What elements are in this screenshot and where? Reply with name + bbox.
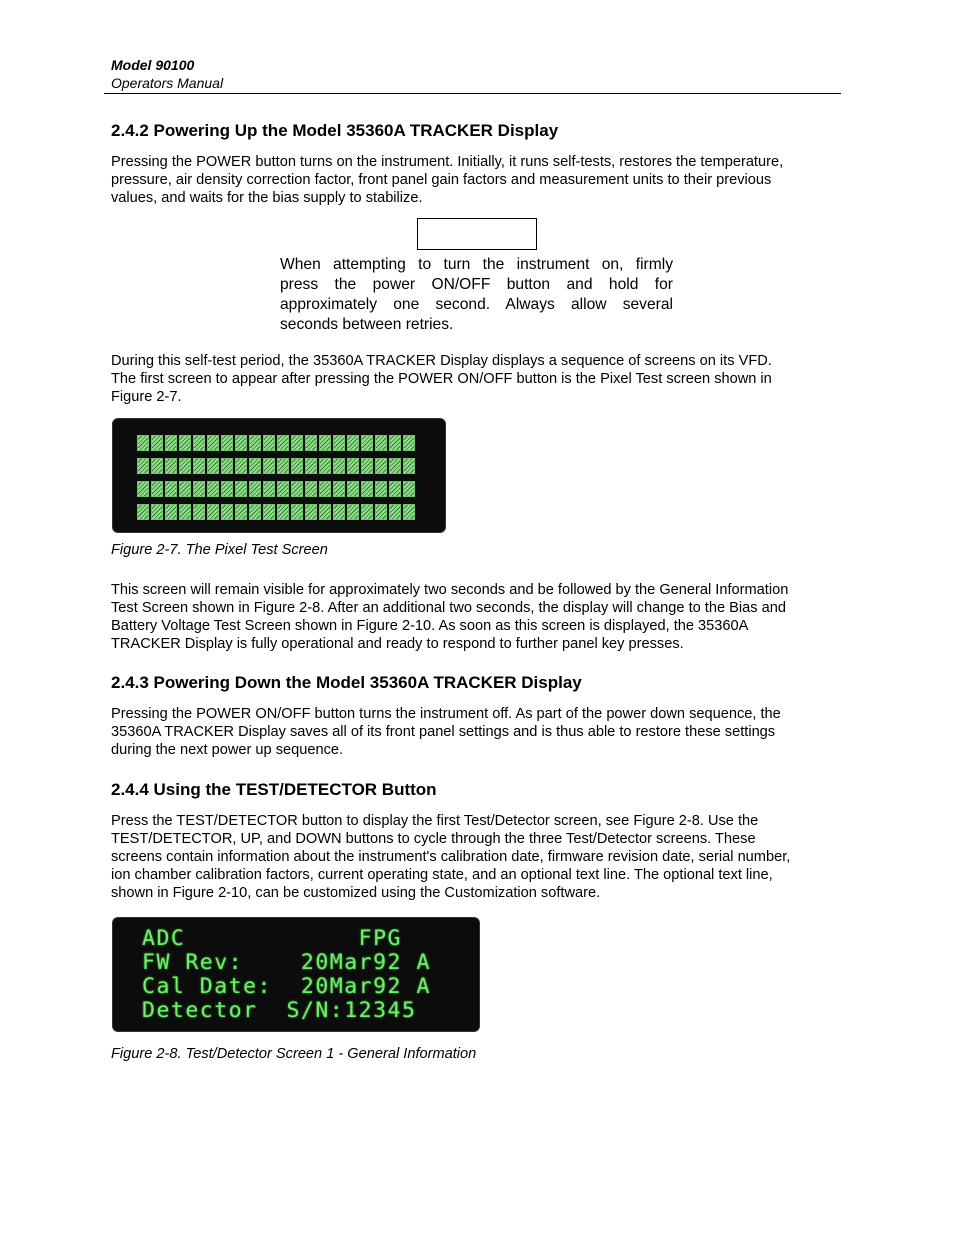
- pixel-cell: [277, 458, 289, 474]
- pixel-test-grid: [137, 435, 417, 527]
- paragraph-line: during the next power up sequence.: [111, 742, 344, 758]
- paragraph-line: This screen will remain visible for approximately two seconds and be followed by the General Information: [111, 582, 789, 598]
- pixel-cell: [207, 435, 219, 451]
- note-line: seconds between retries.: [280, 316, 454, 333]
- section-heading-242: 2.4.2 Powering Up the Model 35360A TRACKER Display: [111, 121, 559, 140]
- section-242-paragraph-1: [111, 153, 846, 207]
- pixel-cell: [263, 435, 275, 451]
- pixel-cell: [179, 435, 191, 451]
- paragraph-line: Pressing the POWER button turns on the instrument. Initially, it runs self-tests, restores the temperature,: [111, 154, 784, 170]
- pixel-cell: [375, 504, 387, 520]
- note-line: When attempting to turn the instrument on, firmly: [280, 256, 673, 273]
- pixel-cell: [193, 435, 205, 451]
- pixel-cell: [207, 481, 219, 497]
- vfd-text: [142, 927, 431, 1023]
- paragraph-line: 35360A TRACKER Display saves all of its front panel settings and is thus able to restore these settings: [111, 724, 776, 740]
- pixel-cell: [277, 435, 289, 451]
- header-model: Model 90100: [111, 57, 195, 73]
- pixel-cell: [207, 504, 219, 520]
- figure-2-8-caption: Figure 2-8. Test/Detector Screen 1 - General Information: [111, 1046, 477, 1062]
- pixel-cell: [291, 458, 303, 474]
- vfd-line: Detector S/N:12345: [142, 998, 417, 1023]
- pixel-cell: [319, 504, 331, 520]
- vfd-line: Cal Date: 20Mar92 A: [142, 974, 431, 999]
- pixel-cell: [235, 481, 247, 497]
- pixel-cell: [361, 481, 373, 497]
- paragraph-line: pressure, air density correction factor, front panel gain factors and measurement units to their previous: [111, 172, 772, 188]
- pixel-cell: [347, 481, 359, 497]
- pixel-cell: [291, 504, 303, 520]
- pixel-cell: [137, 481, 149, 497]
- pixel-cell: [137, 458, 149, 474]
- pixel-cell: [179, 504, 191, 520]
- pixel-cell: [403, 481, 415, 497]
- pixel-row: [137, 504, 417, 520]
- pixel-cell: [291, 435, 303, 451]
- paragraph-line: TRACKER Display is fully operational and ready to respond to further panel key presses.: [111, 636, 684, 652]
- paragraph-line: shown in Figure 2-10, can be customized using the Customization software.: [111, 885, 601, 901]
- pixel-cell: [235, 504, 247, 520]
- pixel-cell: [319, 458, 331, 474]
- pixel-cell: [375, 435, 387, 451]
- pixel-cell: [193, 504, 205, 520]
- section-242-paragraph-2: [111, 352, 846, 406]
- figure-2-7-caption: Figure 2-7. The Pixel Test Screen: [111, 542, 328, 558]
- pixel-cell: [207, 458, 219, 474]
- pixel-cell: [277, 504, 289, 520]
- pixel-cell: [277, 481, 289, 497]
- pixel-cell: [221, 504, 233, 520]
- pixel-cell: [249, 435, 261, 451]
- section-244-paragraph: [111, 812, 846, 902]
- header-rule: [104, 93, 841, 94]
- pixel-cell: [333, 458, 345, 474]
- pixel-cell: [389, 481, 401, 497]
- pixel-cell: [403, 435, 415, 451]
- pixel-cell: [389, 504, 401, 520]
- pixel-cell: [179, 458, 191, 474]
- pixel-row: [137, 481, 417, 497]
- pixel-cell: [221, 481, 233, 497]
- pixel-cell: [291, 481, 303, 497]
- section-243-paragraph: [111, 705, 846, 759]
- section-heading-243: 2.4.3 Powering Down the Model 35360A TRACKER Display: [111, 673, 582, 692]
- pixel-cell: [361, 458, 373, 474]
- pixel-cell: [389, 435, 401, 451]
- pixel-cell: [375, 481, 387, 497]
- pixel-cell: [333, 504, 345, 520]
- pixel-cell: [137, 435, 149, 451]
- pixel-cell: [165, 458, 177, 474]
- pixel-cell: [347, 435, 359, 451]
- paragraph-line: Pressing the POWER ON/OFF button turns the instrument off. As part of the power down sequence, the: [111, 706, 781, 722]
- pixel-cell: [165, 504, 177, 520]
- pixel-cell: [151, 458, 163, 474]
- pixel-cell: [319, 481, 331, 497]
- pixel-cell: [305, 458, 317, 474]
- pixel-cell: [361, 435, 373, 451]
- pixel-cell: [179, 481, 191, 497]
- pixel-cell: [347, 458, 359, 474]
- pixel-cell: [235, 458, 247, 474]
- section-heading-244: 2.4.4 Using the TEST/DETECTOR Button: [111, 780, 437, 799]
- pixel-row: [137, 458, 417, 474]
- pixel-cell: [333, 435, 345, 451]
- pixel-cell: [165, 435, 177, 451]
- paragraph-line: Press the TEST/DETECTOR button to display the first Test/Detector screen, see Figure 2-8. Use the: [111, 813, 759, 829]
- pixel-cell: [221, 458, 233, 474]
- pixel-cell: [361, 504, 373, 520]
- pixel-cell: [319, 435, 331, 451]
- pixel-cell: [151, 481, 163, 497]
- vfd-line: FW Rev: 20Mar92 A: [142, 950, 431, 975]
- pixel-cell: [151, 504, 163, 520]
- pixel-cell: [193, 481, 205, 497]
- paragraph-line: During this self-test period, the 35360A TRACKER Display displays a sequence of screens on its VFD.: [111, 353, 772, 369]
- note-line: press the power ON/OFF button and hold for: [280, 276, 673, 293]
- note-box: [417, 218, 537, 250]
- pixel-cell: [137, 504, 149, 520]
- note-line: approximately one second. Always allow several: [280, 296, 673, 313]
- pixel-cell: [389, 458, 401, 474]
- pixel-cell: [375, 458, 387, 474]
- pixel-cell: [305, 481, 317, 497]
- pixel-cell: [193, 458, 205, 474]
- pixel-cell: [333, 481, 345, 497]
- paragraph-line: TEST/DETECTOR, UP, and DOWN buttons to cycle through the three Test/Detector screens. These: [111, 831, 756, 847]
- note-text: [280, 255, 673, 335]
- vfd-line: ADC FPG: [142, 926, 402, 951]
- paragraph-line: Battery Voltage Test Screen shown in Figure 2-10. As soon as this screen is displayed, the 35360A: [111, 618, 749, 634]
- paragraph-line: Test Screen shown in Figure 2-8. After an additional two seconds, the display will change to the Bias and: [111, 600, 786, 616]
- pixel-cell: [249, 504, 261, 520]
- pixel-cell: [249, 458, 261, 474]
- paragraph-line: screens contain information about the instrument's calibration date, firmware revision date, serial number,: [111, 849, 791, 865]
- pixel-cell: [305, 504, 317, 520]
- pixel-cell: [165, 481, 177, 497]
- pixel-cell: [347, 504, 359, 520]
- pixel-cell: [305, 435, 317, 451]
- pixel-cell: [263, 458, 275, 474]
- pixel-cell: [403, 504, 415, 520]
- header-subtitle: Operators Manual: [111, 75, 224, 91]
- pixel-cell: [151, 435, 163, 451]
- section-242-paragraph-3: [111, 581, 846, 653]
- paragraph-line: ion chamber calibration factors, current operating state, and an optional text line. The optional text line,: [111, 867, 773, 883]
- paragraph-line: The first screen to appear after pressing the POWER ON/OFF button is the Pixel Test screen shown in: [111, 371, 772, 387]
- pixel-cell: [235, 435, 247, 451]
- pixel-row: [137, 435, 417, 451]
- pixel-cell: [263, 504, 275, 520]
- paragraph-line: Figure 2-7.: [111, 389, 182, 405]
- pixel-cell: [249, 481, 261, 497]
- pixel-cell: [403, 458, 415, 474]
- pixel-cell: [263, 481, 275, 497]
- paragraph-line: values, and waits for the bias supply to stabilize.: [111, 190, 423, 206]
- pixel-cell: [221, 435, 233, 451]
